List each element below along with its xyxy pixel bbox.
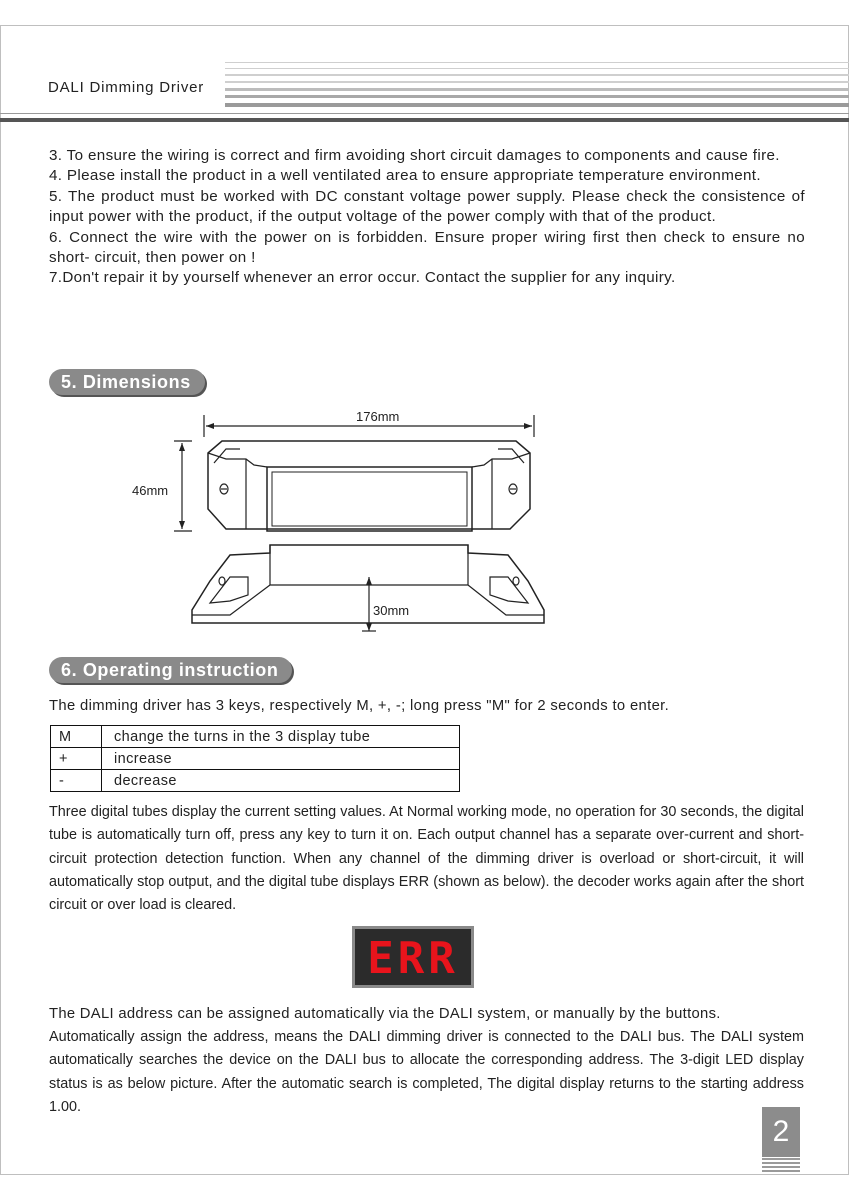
header-rule-thin	[0, 113, 849, 114]
notes-list	[49, 146, 805, 289]
key-desc-cell: change the turns in the 3 display tube	[102, 726, 460, 748]
operating-description: Three digital tubes display the current setting values. At Normal working mode, no operation for 30 seconds, the digital tube is automatically turn off, press any key to turn it on. Each output channel has a separate over-current and short-circuit protection detection function. When any channel of the dimming driver is overload or short-circuit, it will automatically stop output, and the digital tube displays ERR (shown as below). the decoder works again after the short circuit or over load is cleared.	[49, 804, 804, 914]
note-item: 3. To ensure the wiring is correct and firm avoiding short circuit damages to components and cause fire.	[49, 147, 780, 164]
dimension-drawing	[130, 405, 560, 645]
key-cell: -	[51, 770, 102, 792]
note-item: 6. Connect the wire with the power on is forbidden. Ensure proper wiring first then check to ensure no short- circuit, then power on !	[49, 228, 805, 267]
length-label: 176mm	[356, 409, 400, 424]
header-rule	[0, 118, 849, 122]
section-heading-operating: 6. Operating instruction	[49, 657, 292, 683]
led-text: ERR	[367, 933, 459, 984]
led-display	[352, 926, 474, 988]
page-number: 2	[762, 1107, 800, 1157]
header-title: DALI Dimming Driver	[48, 79, 205, 96]
operating-intro: The dimming driver has 3 keys, respectively M, +, -; long press "M" for 2 seconds to enter.	[49, 698, 670, 714]
key-desc-cell: decrease	[102, 770, 460, 792]
page-number-stripes	[762, 1158, 800, 1178]
led-digits	[355, 929, 471, 985]
dali-intro: The DALI address can be assigned automatically via the DALI system, or manually by the buttons.	[49, 1006, 721, 1022]
table-row	[51, 748, 460, 770]
note-item: 5. The product must be worked with DC constant voltage power supply. Please check the consistence of input power with the product, if the output voltage of the power comply with that of the product.	[49, 187, 805, 226]
note-item: 4. Please install the product in a well ventilated area to ensure appropriate temperature environment.	[49, 167, 761, 185]
key-cell: M	[51, 726, 102, 748]
table-row	[51, 770, 460, 792]
table-row	[51, 726, 460, 748]
key-desc-cell: increase	[102, 748, 460, 770]
height-label: 46mm	[132, 483, 169, 498]
header-stripes	[225, 62, 849, 112]
note-item: 7.Don't repair it by yourself whenever an error occur. Contact the supplier for any inquiry.	[49, 269, 676, 287]
keys-table	[50, 725, 460, 792]
section-heading-dimensions: 5. Dimensions	[49, 369, 205, 395]
depth-label: 30mm	[373, 603, 410, 618]
key-cell: +	[51, 748, 102, 770]
dali-description: Automatically assign the address, means the DALI dimming driver is connected to the DALI bus. The DALI system automatically searches the device on the DALI bus to allocate the corresponding address. The 3-digit LED display status is as below picture. After the automatic search is completed, The digital display returns to the starting address 1.00.	[49, 1029, 804, 1115]
